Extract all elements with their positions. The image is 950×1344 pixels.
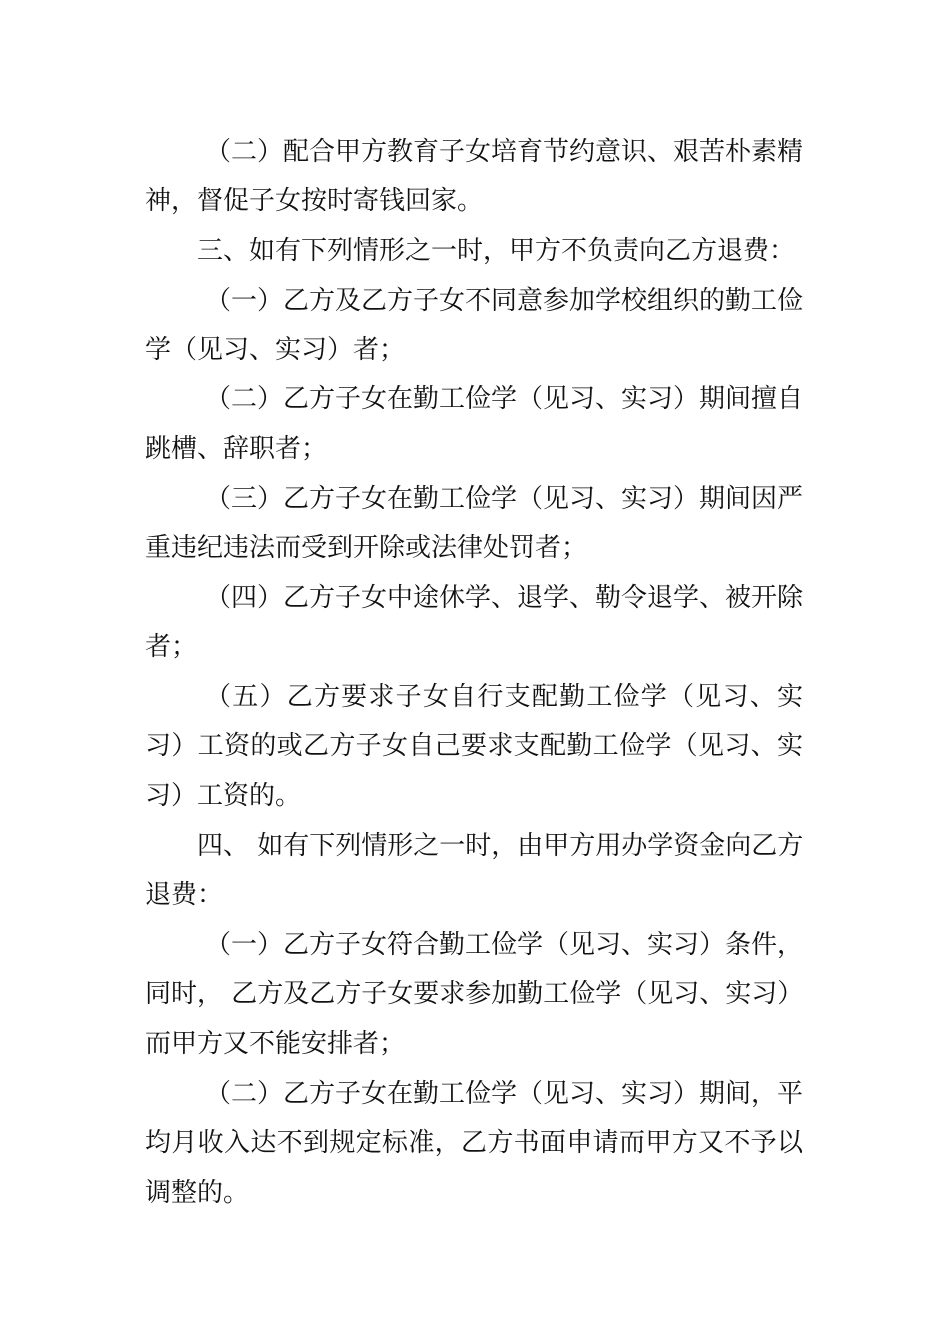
paragraph-line: 神，督促子女按时寄钱回家。 bbox=[145, 186, 484, 216]
paragraph-line: 调整的。 bbox=[145, 1178, 250, 1208]
paragraph-line: （一）乙方子女符合勤工俭学（见习、实习）条件， bbox=[205, 930, 804, 960]
section-heading: 四、 如有下列情形之一时，由甲方用办学资金向乙方 bbox=[197, 831, 804, 861]
paragraph-line: 退费： bbox=[145, 880, 224, 910]
paragraph-line: （五）乙方要求子女自行支配勤工俭学（见习、实 bbox=[205, 682, 803, 712]
paragraph-line: 者； bbox=[145, 632, 198, 662]
paragraph-line: （二）乙方子女在勤工俭学（见习、实习）期间擅自 bbox=[205, 384, 804, 414]
paragraph-line: 重违纪违法而受到开除或法律处罚者； bbox=[145, 533, 588, 563]
paragraph-line: 同时， 乙方及乙方子女要求参加勤工俭学（见习、实习） bbox=[145, 979, 804, 1009]
paragraph-line: 学（见习、实习）者； bbox=[145, 335, 406, 365]
paragraph-line: 习）工资的。 bbox=[145, 781, 302, 811]
paragraph-line: 而甲方又不能安排者； bbox=[145, 1029, 406, 1059]
paragraph-line: （四）乙方子女中途休学、退学、勒令退学、被开除 bbox=[205, 583, 804, 613]
paragraph-line: （二）乙方子女在勤工俭学（见习、实习）期间，平 bbox=[205, 1079, 804, 1109]
paragraph-line: 习）工资的或乙方子女自己要求支配勤工俭学（见习、实 bbox=[145, 731, 803, 761]
paragraph-line: （三）乙方子女在勤工俭学（见习、实习）期间因严 bbox=[205, 484, 804, 514]
paragraph-line: 均月收入达不到规定标准，乙方书面申请而甲方又不予以 bbox=[145, 1128, 803, 1158]
paragraph-line: 跳槽、辞职者； bbox=[145, 434, 328, 464]
paragraph-line: （二）配合甲方教育子女培育节约意识、艰苦朴素精 bbox=[205, 137, 804, 167]
paragraph-line: （一）乙方及乙方子女不同意参加学校组织的勤工俭 bbox=[205, 286, 804, 316]
section-heading: 三、如有下列情形之一时，甲方不负责向乙方退费： bbox=[197, 236, 796, 266]
